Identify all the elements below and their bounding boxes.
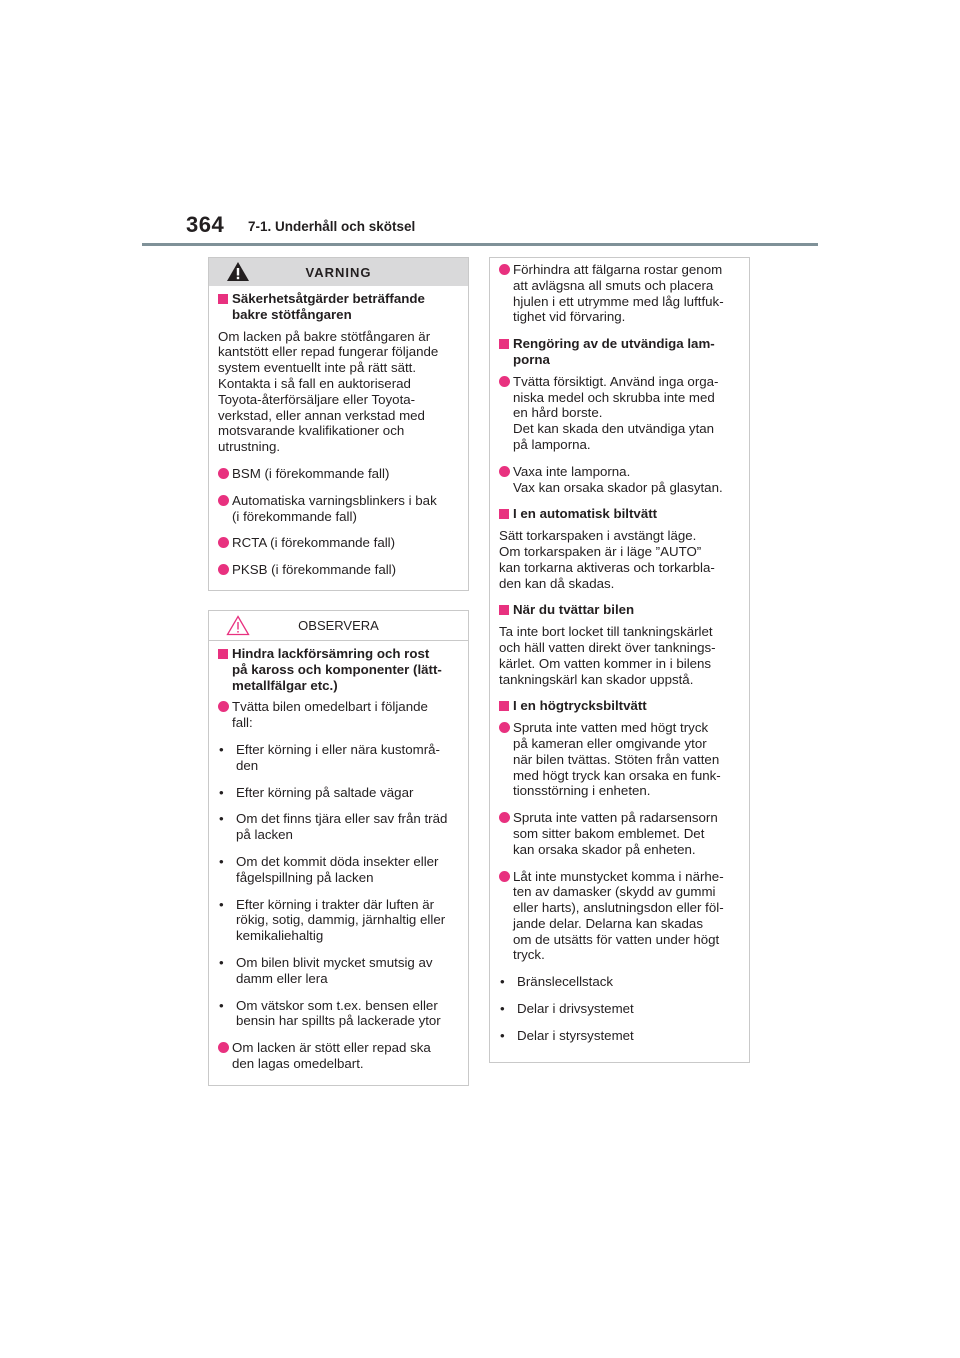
list-item [218, 699, 460, 731]
bullet-dot-icon: • [219, 853, 224, 869]
list-item-text: Om lacken är stött eller repad ska den lagas omedelbart. [232, 1040, 431, 1071]
circle-bullet-icon [499, 722, 510, 733]
bullet-item [218, 897, 460, 944]
washing-heading [499, 602, 741, 618]
bullet-dot-icon: • [500, 974, 505, 990]
list-item-text: Vaxa inte lamporna. Vax kan orsaka skador på glasytan. [513, 463, 723, 495]
notice-box [208, 610, 469, 1086]
bullet-text: Efter körning i eller nära kustområ- den [236, 741, 440, 773]
continued-notice-box [489, 257, 750, 1063]
bullet-text: Delar i styrsystemet [517, 1027, 634, 1043]
notice-heading-text: Hindra lackförsämring och rost på kaross och komponenter (lätt- metallfälgar etc.) [232, 646, 442, 693]
bullet-item [499, 1028, 741, 1044]
bullet-text: Om bilen blivit mycket smutsig av damm eller lera [236, 954, 433, 986]
warning-header [209, 258, 468, 286]
bullet-dot-icon: • [219, 896, 224, 912]
bullet-text: Bränslecellstack [517, 974, 614, 990]
list-item [218, 535, 460, 551]
warning-triangle-icon [226, 261, 250, 282]
header-divider [142, 243, 818, 246]
notice-header [209, 611, 468, 641]
circle-bullet-icon [218, 564, 229, 575]
square-bullet-icon [218, 294, 228, 304]
list-item [218, 493, 460, 525]
list-item [499, 262, 741, 325]
highpressure-heading-text: I en högtrycksbiltvätt [513, 698, 647, 714]
circle-bullet-icon [499, 466, 510, 477]
list-item-text: Låt inte munstycket komma i närhe- ten av damasker (skydd av gummi eller harts), anslutningsdon eller föl- jande delar. Delarna kan skadas om de utsätts för vatten under högt tryck. [513, 868, 724, 963]
square-bullet-icon [218, 649, 228, 659]
page-header [0, 0, 960, 250]
bullet-item [499, 1001, 741, 1017]
circle-bullet-icon [218, 468, 229, 479]
square-bullet-icon [499, 605, 509, 615]
bullet-text: Om vätskor som t.ex. bensen eller bensin har spillts på lackerade ytor [236, 997, 441, 1029]
circle-bullet-icon [218, 537, 229, 548]
list-item [218, 466, 460, 482]
list-item-text: Spruta inte vatten med högt tryck på kameran eller omgivande ytor när bilen tvättas. Stöten från vatten med högt tryck kan orsaka en funk- tionsstörning i enheten. [513, 720, 721, 799]
list-item [499, 374, 741, 453]
bullet-item [218, 785, 460, 801]
bullet-item [218, 998, 460, 1030]
list-item-text: Automatiska varningsblinkers i bak (i förekommande fall) [232, 492, 437, 524]
bullet-text: Efter körning i trakter där luften är rökig, sotig, dammig, järnhaltig eller kemikaliehaltig [236, 896, 446, 944]
bullet-dot-icon: • [219, 954, 224, 970]
bullet-item [499, 974, 741, 990]
circle-bullet-icon [499, 871, 510, 882]
list-item [218, 562, 460, 578]
bullet-item [218, 854, 460, 886]
bullet-dot-icon: • [219, 784, 224, 800]
warning-paragraph: Om lacken på bakre stötfångaren är kantstött eller repad fungerar följande system eventuellt inte på rätt sätt. Kontakta i så fall en auktoriserad Toyota-återförsäljare eller Toyota- verkstad, eller annan verkstad med motsvarande kvalifikationer och utrustning. [218, 328, 439, 455]
circle-bullet-icon [218, 701, 229, 712]
lamps-heading-text: Rengöring av de utvändiga lam- porna [513, 336, 715, 367]
bullet-text: Efter körning på saltade vägar [236, 784, 414, 800]
list-item [218, 1040, 460, 1072]
list-item-text: Tvätta försiktigt. Använd inga orga- niska medel och skrubba inte med en hård borste. Det kan skada den utvändiga ytan på lamporna. [513, 373, 719, 452]
section-title: 7-1. Underhåll och skötsel [248, 219, 416, 234]
notice-heading [218, 646, 460, 693]
list-item-text: PKSB (i förekommande fall) [232, 562, 397, 578]
list-item-text: Tvätta bilen omedelbart i följande fall: [232, 699, 428, 731]
washing-heading-text: När du tvättar bilen [513, 602, 635, 618]
warning-label: VARNING [305, 264, 372, 280]
list-item [499, 810, 741, 857]
list-item-text: Spruta inte vatten på radarsensorn som sitter bakom emblemet. Det kan orsaka skador på enheten. [513, 810, 718, 857]
circle-bullet-icon [499, 812, 510, 823]
warning-heading [218, 291, 460, 323]
square-bullet-icon [499, 339, 509, 349]
carwash-heading [499, 506, 741, 522]
bullet-text: Om det finns tjära eller sav från träd på lacken [236, 811, 448, 843]
carwash-heading-text: I en automatisk biltvätt [513, 506, 658, 522]
bullet-dot-icon: • [219, 811, 224, 827]
circle-bullet-icon [499, 264, 510, 275]
circle-bullet-icon [218, 495, 229, 506]
bullet-dot-icon: • [500, 1001, 505, 1017]
bullet-dot-icon: • [500, 1027, 505, 1043]
bullet-item [218, 742, 460, 774]
list-item-text: RCTA (i förekommande fall) [232, 535, 396, 551]
bullet-text: Om det kommit döda insekter eller fågelspillning på lacken [236, 853, 439, 885]
page-number: 364 [186, 212, 225, 237]
bullet-item [218, 955, 460, 987]
bullet-item [218, 811, 460, 843]
list-item [499, 464, 741, 496]
circle-bullet-icon [218, 1042, 229, 1053]
highpressure-heading [499, 698, 741, 714]
washing-paragraph: Ta inte bort locket till tankningskärlet och häll vatten direkt över tanknings- kärlet. Om vatten kommer in i bilens tankningskärl kan skador uppstå. [499, 624, 716, 687]
list-item [499, 869, 741, 964]
caution-outline-icon [226, 615, 250, 636]
square-bullet-icon [499, 701, 509, 711]
notice-label: OBSERVERA [298, 618, 379, 633]
carwash-paragraph: Sätt torkarspaken i avstängt läge. Om torkarspaken är i läge ”AUTO” kan torkarna aktiveras och torkarbla- den kan då skadas. [499, 528, 715, 591]
lamps-heading [499, 336, 741, 368]
list-item-text: BSM (i förekommande fall) [232, 465, 390, 481]
warning-box [208, 257, 469, 591]
bullet-dot-icon: • [219, 741, 224, 757]
bullet-text: Delar i drivsystemet [517, 1001, 634, 1017]
square-bullet-icon [499, 509, 509, 519]
list-item-text: Förhindra att fälgarna rostar genom att avlägsna all smuts och placera hjulen i ett utrymme med låg luftfuk- tighet vid förvaring. [513, 262, 724, 325]
warning-heading-text: Säkerhetsåtgärder beträffande bakre stötfångaren [232, 291, 425, 322]
circle-bullet-icon [499, 376, 510, 387]
list-item [499, 720, 741, 799]
bullet-dot-icon: • [219, 997, 224, 1013]
